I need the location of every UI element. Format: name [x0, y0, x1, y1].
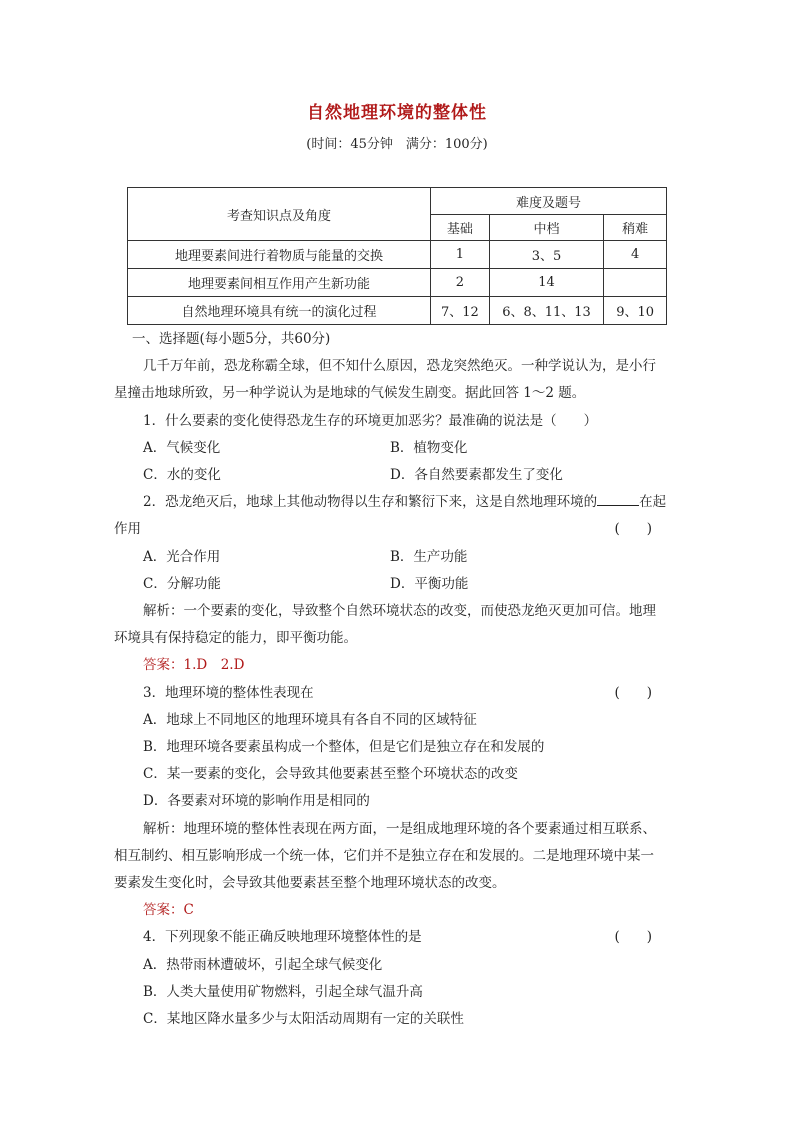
intro-text-line: 星撞击地球所致，另一种学说认为是地球的气候发生剧变。据此回答 1～2 题。	[114, 385, 586, 402]
question-2-stem	[114, 489, 680, 516]
option-c: C．分解功能	[143, 575, 221, 592]
table-cell-basic: 1	[431, 241, 490, 269]
answer-paren: ( )	[614, 929, 652, 946]
question-2-stem-line2-text: 作用	[114, 521, 141, 538]
analysis-text: 相互制约、相互影响形成一个统一体，它们并不是独立存在和发展的。二是地理环境中某一	[114, 847, 654, 864]
questions-body	[114, 326, 680, 1033]
table-cell-hard: 9、10	[604, 297, 667, 325]
option-b: B．人类大量使用矿物燃料，引起全球气温升高	[143, 983, 423, 1000]
option-d: D．平衡功能	[390, 575, 469, 592]
question-4-stem	[114, 924, 680, 951]
analysis-text: 要素发生变化时，会导致其他要素甚至整个地理环境状态的改变。	[114, 875, 506, 892]
question-4-stem-text: 4．下列现象不能正确反映地理环境整体性的是	[143, 929, 422, 946]
option-c: C．水的变化	[143, 467, 221, 484]
section-heading: 一、选择题(每小题5分，共60分)	[132, 331, 331, 347]
knowledge-table	[127, 187, 667, 325]
table-level-basic: 基础	[431, 215, 490, 241]
option-a: A．热带雨林遭破坏，引起全球气候变化	[143, 956, 383, 973]
analysis-text: 环境具有保持稳定的能力，即平衡功能。	[114, 630, 357, 647]
option-a: A．地球上不同地区的地理环境具有各自不同的区域特征	[143, 711, 477, 728]
table-head-topic: 考查知识点及角度	[128, 188, 431, 241]
question-2-stem-line2	[114, 516, 680, 543]
answer-paren: ( )	[614, 684, 652, 701]
option-c: C．某一要素的变化，会导致其他要素甚至整个环境状态的改变	[143, 766, 518, 783]
table-row	[128, 269, 667, 297]
table-row	[128, 297, 667, 325]
question-1-options-row	[114, 435, 680, 462]
option-c: C．某地区降水量多少与太阳活动周期有一定的关联性	[143, 1011, 464, 1028]
page-title: 自然地理环境的整体性	[307, 103, 487, 123]
question-2-options-row	[114, 571, 680, 598]
analysis-text: 解析：地理环境的整体性表现在两方面，一是组成地理环境的各个要素通过相互联系、	[143, 820, 656, 837]
table-cell-hard	[604, 269, 667, 297]
question-2-stem-before: 2．恐龙绝灭后，地球上其他动物得以生存和繁衍下来，这是自然地理环境的	[143, 494, 598, 511]
table-level-mid: 中档	[489, 215, 603, 241]
fill-blank	[597, 491, 639, 506]
table-cell-hard: 4	[604, 241, 667, 269]
question-2-stem-after: 在起	[639, 494, 667, 511]
question-3-stem	[114, 680, 680, 707]
table-cell-mid: 3、5	[489, 241, 603, 269]
answer-paren: ( )	[614, 521, 652, 538]
table-cell-topic: 地理要素间进行着物质与能量的交换	[128, 241, 431, 269]
question-1-stem: 1．什么要素的变化使得恐龙生存的环境更加恶劣？最准确的说法是（ ）	[143, 412, 598, 429]
option-b: B．地理环境各要素虽构成一个整体，但是它们是独立存在和发展的	[143, 739, 545, 756]
question-2-options-row	[114, 544, 680, 571]
option-d: D．各自然要素都发生了变化	[390, 467, 563, 484]
table-cell-basic: 2	[431, 269, 490, 297]
option-b: B．生产功能	[390, 548, 468, 565]
answer-text: 答案：C	[143, 902, 194, 919]
option-a: A．光合作用	[143, 548, 221, 565]
option-d: D．各要素对环境的影响作用是相同的	[143, 793, 370, 810]
page-subtitle: (时间：45分钟 满分：100分)	[306, 137, 488, 152]
table-cell-topic: 自然地理环境具有统一的演化过程	[128, 297, 431, 325]
table-level-hard: 稍难	[604, 215, 667, 241]
table-head-group: 难度及题号	[431, 188, 667, 215]
table-cell-basic: 7、12	[431, 297, 490, 325]
option-b: B．植物变化	[390, 439, 468, 456]
table-cell-mid: 14	[489, 269, 603, 297]
option-a: A．气候变化	[143, 439, 221, 456]
table-cell-mid: 6、8、11、13	[489, 297, 603, 325]
answer-text: 答案：1.D 2.D	[143, 657, 245, 674]
question-3-stem-text: 3．地理环境的整体性表现在	[143, 684, 314, 701]
intro-text-line: 几千万年前，恐龙称霸全球，但不知什么原因，恐龙突然绝灭。一种学说认为，是小行	[143, 358, 656, 375]
table-row	[128, 241, 667, 269]
question-1-options-row	[114, 462, 680, 489]
analysis-text: 解析：一个要素的变化，导致整个自然环境状态的改变，而使恐龙绝灭更加可信。地理	[143, 603, 656, 620]
table-cell-topic: 地理要素间相互作用产生新功能	[128, 269, 431, 297]
